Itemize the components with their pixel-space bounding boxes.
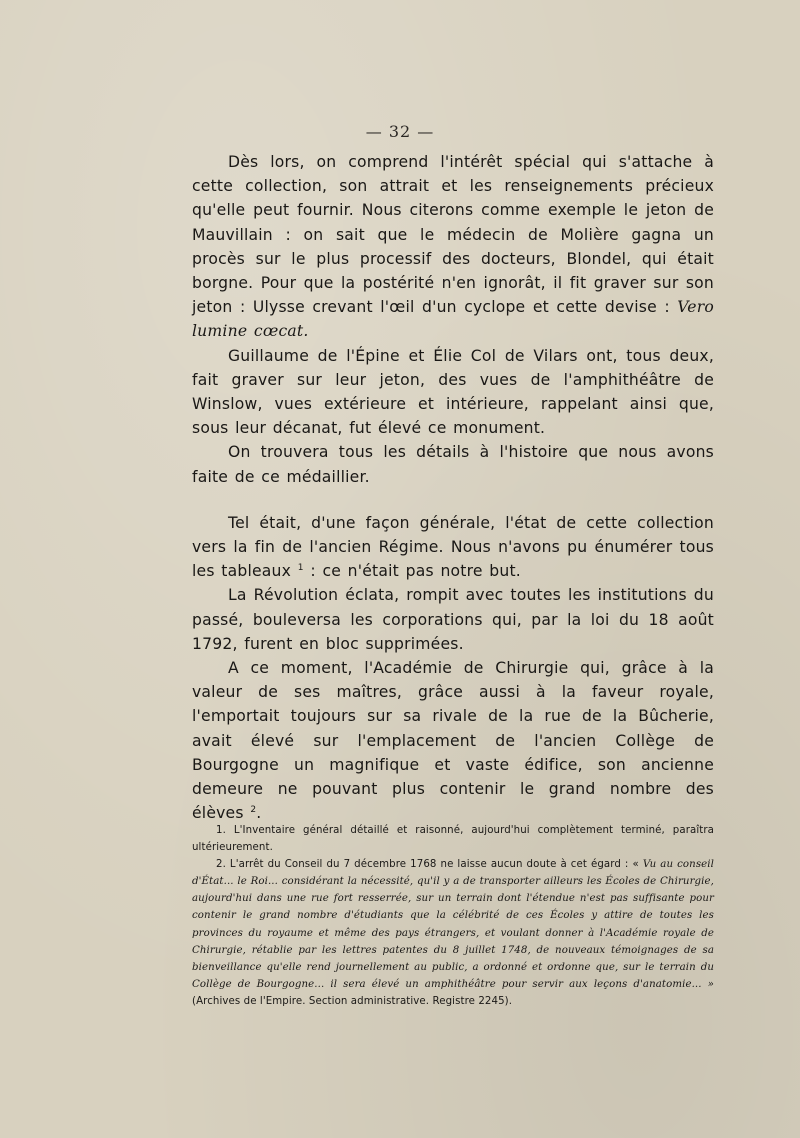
- paragraph-1: [192, 150, 714, 344]
- motto: Vero lumine cœcat.: [192, 298, 714, 341]
- footnotes: [192, 822, 714, 1010]
- paragraph-4-text: Tel était, d'une façon générale, l'état de cette collection vers la fin de l'ancien Régime. Nous n'avons pu énumérer tous les tableaux: [192, 513, 714, 581]
- footnote-2: [192, 856, 714, 1010]
- body-text: [192, 150, 714, 825]
- paragraph-1-text: Dès lors, on comprend l'intérêt spécial qui s'attache à cette collection, son attrait et les renseignements précieux qu'elle peut fournir. Nous citerons comme exemple le jeton de Mauvillain : on sait que le médecin de Molière gagna un procès sur le plus processif des docteurs, Blondel, qui était borgne. Pour que la postérité n'en ignorât, il fit graver sur son jeton : Ulysse crevant l'œil d'un cyclope et cette devise :: [192, 153, 714, 317]
- footnote-ref-2: 2: [250, 805, 257, 816]
- paragraph-6-end: .: [256, 804, 262, 823]
- paragraph-4: [192, 511, 714, 584]
- footnote-2-quote: Vu au conseil d'État... le Roi... considérant la nécessité, qu'il y a de transporter ailleurs les Écoles de Chirurgie, aujourd'hui dans une rue fort resserrée, sur un terrain dont l'étendue n'est pas suffisante pour contenir le grand nombre d'étudiants que la célébrité de ces Écoles y attire de toutes les provinces du royaume et même des pays étrangers, et voulant donner à l'Académie royale de Chirurgie, rétablie par les lettres patentes du 8 juillet 1748, de nouveaux témoignages de sa bienveillance qu'elle rend journellement au public, a ordonné et ordonne que, sur le terrain du Collège de Bourgogne... il sera élevé un amphithéâtre pour servir aux leçons d'anatomie... »: [192, 859, 714, 990]
- paragraph-3: On trouvera tous les détails à l'histoire que nous avons faite de ce médaillier.: [192, 443, 714, 486]
- paragraph-4-end: : ce n'était pas notre but.: [303, 562, 521, 581]
- paragraph-6-text: A ce moment, l'Académie de Chirurgie qui, grâce à la valeur de ses maîtres, grâce aussi à la faveur royale, l'emportait toujours sur sa rivale de la rue de la Bûcherie, avait élevé sur l'emplacement de l'ancien Collège de Bourgogne un magnifique et vaste édifice, son ancienne demeure ne pouvant plus contenir le grand nombre des élèves: [192, 659, 714, 823]
- footnote-ref-1: 1: [297, 563, 304, 574]
- footnote-2-intro: 2. L'arrêt du Conseil du 7 décembre 1768 ne laisse aucun doute à cet égard : «: [216, 859, 639, 871]
- page-number: — 32 —: [365, 122, 435, 141]
- paragraph-2: Guillaume de l'Épine et Élie Col de Vilars ont, tous deux, fait graver sur leur jeton, des vues de l'amphithéâtre de Winslow, vues extérieure et intérieure, rappelant ainsi que, sous leur décanat, fut élevé ce monument.: [192, 346, 714, 438]
- paragraph-5: La Révolution éclata, rompit avec toutes les institutions du passé, bouleversa les corporations qui, par la loi du 18 août 1792, furent en bloc supprimées.: [192, 586, 714, 653]
- footnote-2-source: (Archives de l'Empire. Section administrative. Registre 2245).: [192, 995, 513, 1007]
- paragraph-6: [192, 656, 714, 825]
- footnote-1: 1. L'Inventaire général détaillé et raisonné, aujourd'hui complètement terminé, paraîtra ultérieurement.: [192, 825, 714, 854]
